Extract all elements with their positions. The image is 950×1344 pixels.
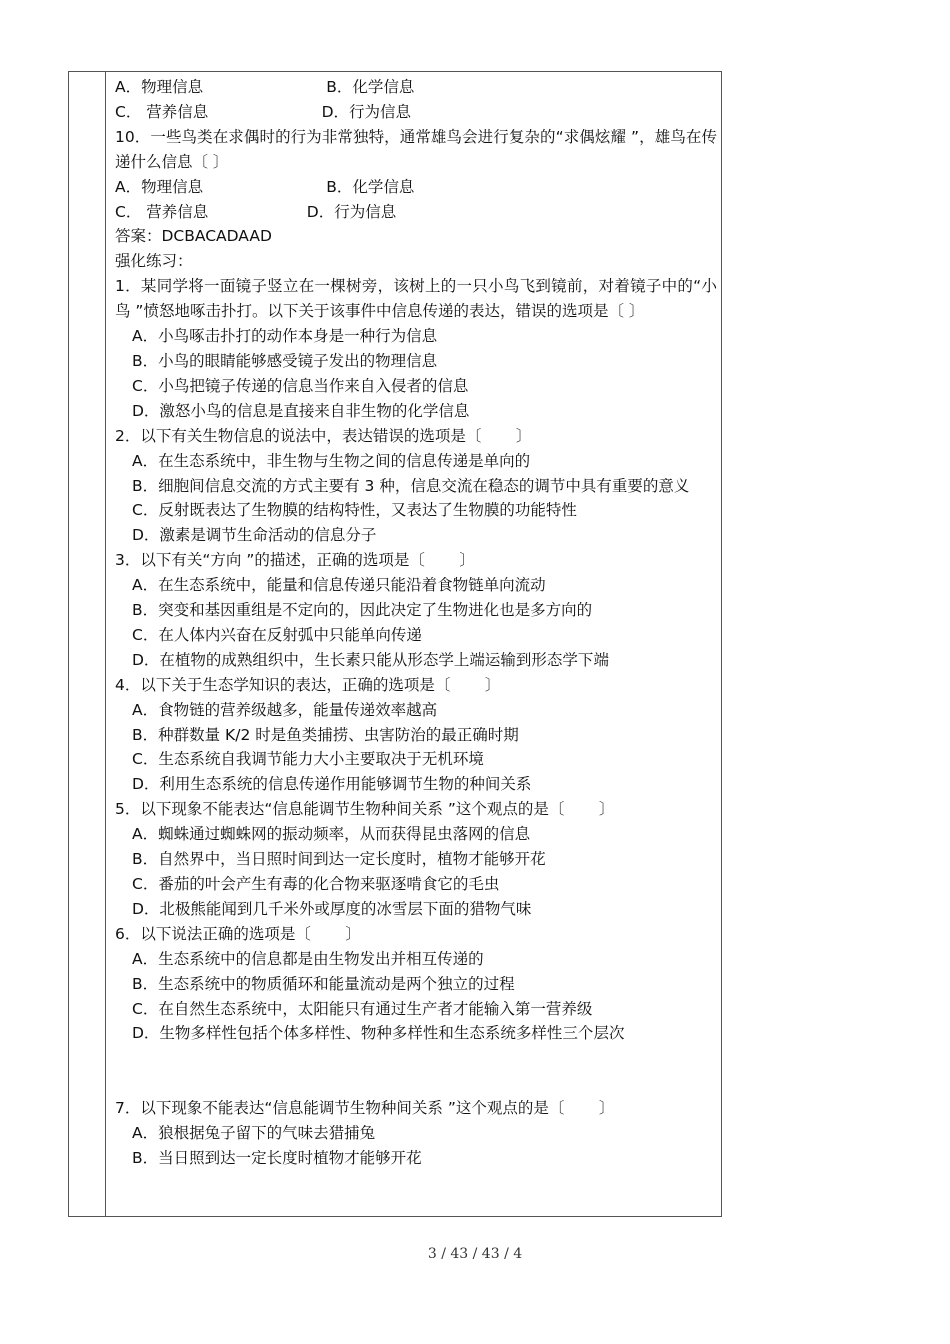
q7-option-b: B．当日照到达一定长度时植物才能够开花 <box>132 1148 422 1167</box>
q1-option-a: A．小鸟啄击扑打的动作本身是一种行为信息 <box>132 327 438 346</box>
q4-option-c: C．生态系统自我调节能力大小主要取决于无机环境 <box>132 750 484 769</box>
answer-key: 答案：DCBACADAAD <box>115 227 272 246</box>
q6-option-d: D．生物多样性包括个体多样性、物种多样性和生态系统多样性三个层次 <box>132 1024 625 1043</box>
q2-stem: 2．以下有关生物信息的说法中，表达错误的选项是〔 〕 <box>115 426 532 445</box>
q9-options-row-1: A．物理信息 B．化学信息 <box>115 78 415 96</box>
q3-stem: 3．以下有关“方向 ”的描述，正确的选项是〔 〕 <box>115 551 475 570</box>
q4-option-b: B．种群数量 K/2 时是鱼类捕捞、虫害防治的最正确时期 <box>132 725 519 744</box>
q3-option-c: C．在人体内兴奋在反射弧中只能单向传递 <box>132 625 422 644</box>
q6-option-c: C．在自然生态系统中，太阳能只有通过生产者才能输入第一营养级 <box>132 999 593 1018</box>
q10-options-row-2: C． 营养信息 D．行为信息 <box>115 202 397 221</box>
q1-option-c: C．小鸟把镜子传递的信息当作来自入侵者的信息 <box>132 376 469 395</box>
q1-stem: 1．某同学将一面镜子竖立在一棵树旁，该树上的一只小鸟飞到镜前，对着镜子中的“小鸟 ”愤怒地啄击扑打。以下关于该事件中信息传递的表达，错误的选项是〔 〕 <box>115 277 717 321</box>
q10-options-row-1: A．物理信息 B．化学信息 <box>115 177 415 196</box>
question-table <box>68 71 722 1217</box>
q6-option-b: B．生态系统中的物质循环和能量流动是两个独立的过程 <box>132 974 515 993</box>
blank-gap <box>115 1046 717 1096</box>
q4-option-a: A．食物链的营养级越多，能量传递效率越高 <box>132 700 438 719</box>
q4-stem: 4．以下关于生态学知识的表达，正确的选项是〔 〕 <box>115 675 501 694</box>
section-heading: 强化练习： <box>115 252 193 271</box>
q7-option-a: A．狼根据兔子留下的气味去猎捕兔 <box>132 1124 376 1143</box>
table-left-column <box>69 72 106 1216</box>
q1-option-b: B．小鸟的眼睛能够感受镜子发出的物理信息 <box>132 351 438 370</box>
q3-option-d: D．在植物的成熟组织中，生长素只能从形态学上端运输到形态学下端 <box>132 650 609 669</box>
q4-option-d: D．利用生态系统的信息传递作用能够调节生物的种间关系 <box>132 775 532 794</box>
q6-option-a: A．生态系统中的信息都是由生物发出并相互传递的 <box>132 949 484 968</box>
q5-option-d: D．北极熊能闻到几千米外或厚度的冰雪层下面的猎物气味 <box>132 899 532 918</box>
q6-stem: 6．以下说法正确的选项是〔 〕 <box>115 924 361 943</box>
q2-option-a: A．在生态系统中，非生物与生物之间的信息传递是单向的 <box>132 451 531 470</box>
table-content-cell <box>115 75 717 1171</box>
q7-stem: 7．以下现象不能表达“信息能调节生物种间关系 ”这个观点的是〔 〕 <box>115 1099 615 1118</box>
q3-option-b: B．突变和基因重组是不定向的，因此决定了生物进化也是多方向的 <box>132 601 593 620</box>
q3-option-a: A．在生态系统中，能量和信息传递只能沿着食物链单向流动 <box>132 576 546 595</box>
q5-option-b: B．自然界中，当日照时间到达一定长度时，植物才能够开花 <box>132 850 546 869</box>
q5-option-c: C．番茄的叶会产生有毒的化合物来驱逐啃食它的毛虫 <box>132 875 500 893</box>
q9-options-row-2: C． 营养信息 D．行为信息 <box>115 102 412 121</box>
q5-stem: 5．以下现象不能表达“信息能调节生物种间关系 ”这个观点的是〔 〕 <box>115 800 615 819</box>
q5-option-a: A．蜘蛛通过蜘蛛网的振动频率，从而获得昆虫落网的信息 <box>132 825 531 844</box>
q10-stem: 10．一些鸟类在求偶时的行为非常独特，通常雄鸟会进行复杂的“求偶炫耀 ”，雄鸟在传递什么信息〔 〕 <box>115 127 717 171</box>
q2-option-b: B．细胞间信息交流的方式主要有 3 种，信息交流在稳态的调节中具有重要的意义 <box>132 476 690 495</box>
page-number-footer: 3 / 43 / 43 / 4 <box>427 1246 523 1262</box>
q2-option-c: C．反射既表达了生物膜的结构特性，又表达了生物膜的功能特性 <box>132 501 577 520</box>
q1-option-d: D．激怒小鸟的信息是直接来自非生物的化学信息 <box>132 401 470 420</box>
q2-option-d: D．激素是调节生命活动的信息分子 <box>132 526 377 545</box>
